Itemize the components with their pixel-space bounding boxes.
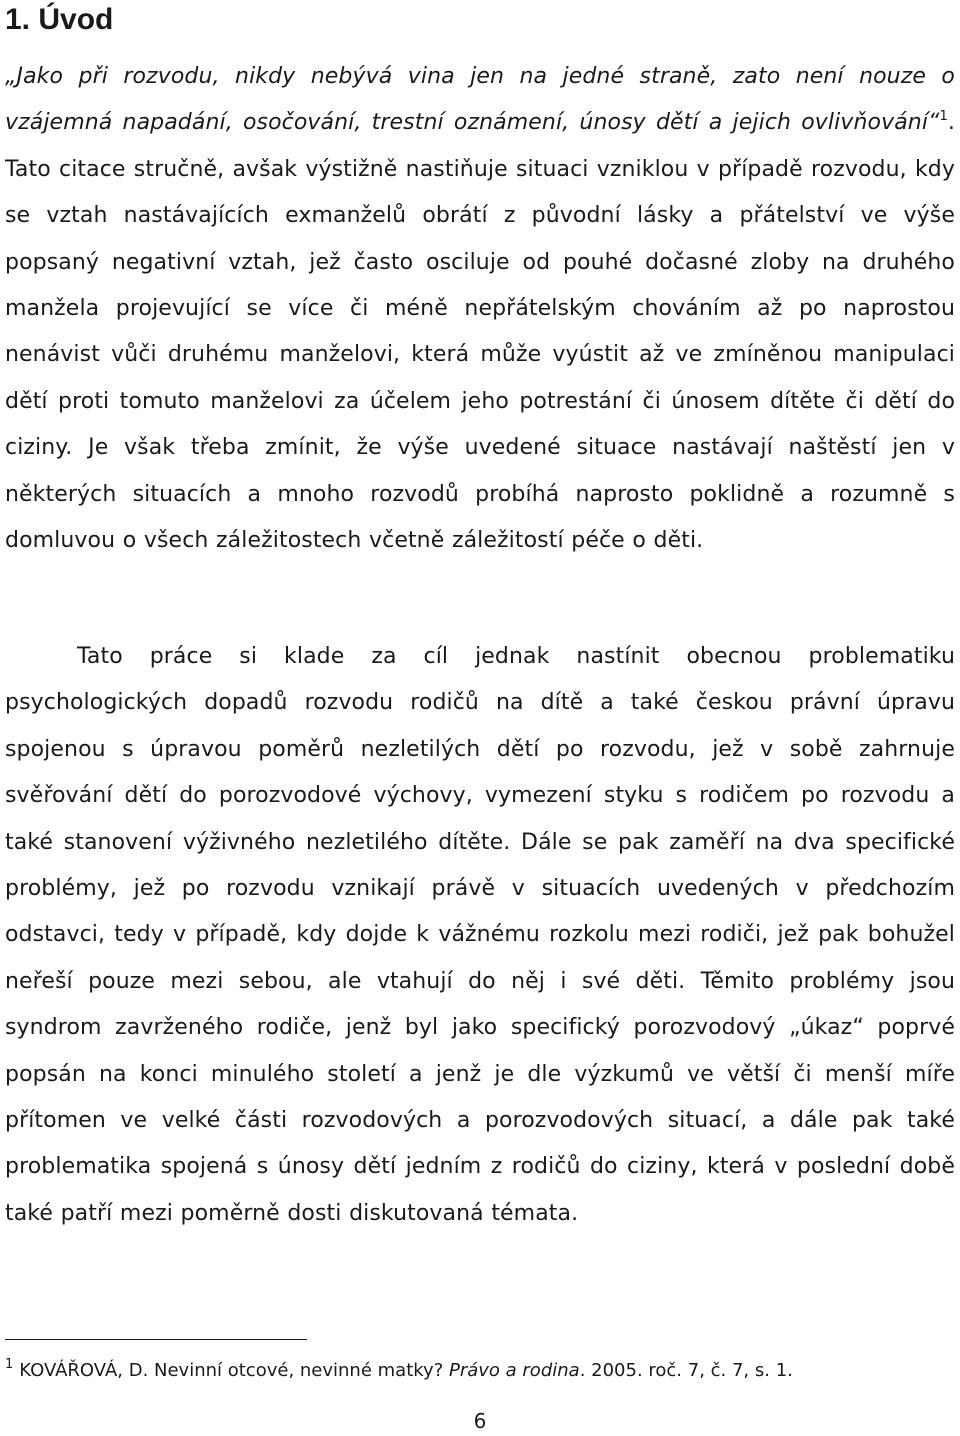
footnote <box>5 1356 955 1386</box>
section-heading: 1. Úvod <box>5 3 114 36</box>
document-page <box>5 0 955 1436</box>
footnote-journal: Právo a rodina <box>448 1360 580 1381</box>
paragraph-intro <box>5 54 955 564</box>
opening-quote: „Jako při rozvodu, nikdy nebývá vina jen na jedné straně, zato není nouze o vzájemná napadání, osočování, trestní oznámení, únosy dětí a jejich ovlivňování“ <box>5 64 955 136</box>
paragraph-aims: Tato práce si klade za cíl jednak nastínit obecnou problematiku psychologických dopadů rozvodu rodičů na dítě a také českou právní úpravu spojenou s úpravou poměrů nezletilých dětí po rozvodu, jež v sobě zahrnuje svěřování dětí do porozvodové výchovy, vymezení styku s rodičem po rozvodu a také stanovení výživného nezletilého dítěte. Dále se pak zaměří na dva specifické problémy, jež po rozvodu vznikají právě v situacích uvedených v předchozím odstavci, tedy v případě, kdy dojde k vážnému rozkolu mezi rodiči, jež pak bohužel neřeší pouze mezi sebou, ale vtahují do něj i své děti. Těmito problémy jsou syndrom zavrženého rodiče, jenž byl jako specifický porozvodový „úkaz“ poprvé popsán na konci minulého století a jenž je dle výzkumů ve větší či menší míře přítomen ve velké části rozvodových a porozvodových situací, a dále pak také problematika spojená s únosy dětí jedním z rodičů do ciziny, která v poslední době také patří mezi poměrně dosti diskutovaná témata. <box>5 644 955 1226</box>
footnote-number: 1 <box>5 1357 14 1372</box>
footnote-reference[interactable]: 1 <box>939 109 948 125</box>
footnote-details: . 2005. roč. 7, č. 7, s. 1. <box>579 1360 793 1381</box>
intro-text: . Tato citace stručně, avšak výstižně nastiňuje situaci vzniklou v případě rozvodu, kdy se vztah nastávajících exmanželů obrátí z původní lásky a přátelství ve výše popsaný negativní vztah, jež často osciluje od pouhé dočasné zloby na druhého manžela projevující se více či méně nepřátelským chováním až po naprostou nenávist vůči druhému manželovi, která může vyústit až ve zmíněnou manipulaci dětí proti tomuto manželovi za účelem jeho potrestání či únosem dítěte či dětí do ciziny. Je však třeba zmínit, že výše uvedené situace nastávají naštěstí jen v některých situacích a mnoho rozvodů probíhá naprosto poklidně a rozumně s domluvou o všech záležitostech včetně záležitostí péče o děti. <box>5 110 955 554</box>
footnote-separator <box>5 1339 307 1340</box>
footnote-author-title: KOVÁŘOVÁ, D. Nevinní otcové, nevinné matky? <box>19 1360 444 1381</box>
page-number: 6 <box>473 1409 487 1433</box>
